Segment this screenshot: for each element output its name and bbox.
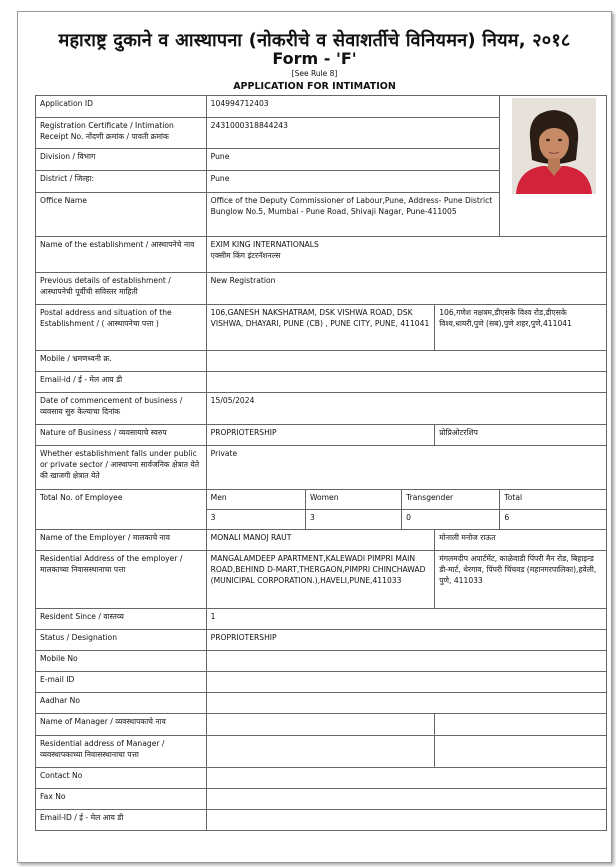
- row-sector: [36, 446, 607, 490]
- row-manager-name: [36, 714, 607, 736]
- row-mobile: [36, 351, 607, 372]
- establishment-name-value: [206, 237, 606, 273]
- postal-address-label: Postal address and situation of the Establishment / ( आस्थापनेचा पत्ता ): [36, 305, 207, 351]
- commencement-value: 15/05/2024: [206, 393, 606, 425]
- office-label: Office Name: [36, 193, 207, 237]
- status-value: PROPRIOTERSHIP: [206, 630, 606, 651]
- photo-cell: [500, 96, 607, 237]
- row-employer-address: [36, 551, 607, 609]
- form-title-marathi: महाराष्ट्र दुकाने व आस्थापना (नोकरीचे व सेवाशर्तीचे विनियमन) नियम, २०१८: [58, 30, 571, 51]
- employees-header-total: Total: [500, 490, 607, 510]
- commencement-label: Date of commencement of business / व्यवसाय सुरु केल्याचा दिनांक: [36, 393, 207, 425]
- row-status: [36, 630, 607, 651]
- resident-since-value: 1: [206, 609, 606, 630]
- manager-name-label: Name of Manager / व्यवस्थापकाचे नाव: [36, 714, 207, 736]
- row-establishment-name: [36, 237, 607, 273]
- application-id-value: 104994712403: [206, 96, 500, 118]
- district-value: Pune: [206, 171, 500, 193]
- row-postal-address: [36, 305, 607, 351]
- fax-no-value: [206, 789, 606, 810]
- postal-address-english: 106,GANESH NAKSHATRAM, DSK VISHWA ROAD, DSK VISHWA, DHAYARI, PUNE (CB) , PUNE CITY, PUNE, 411041: [206, 305, 435, 351]
- row-email-id: [36, 672, 607, 693]
- manager-name-english: [206, 714, 435, 736]
- form-title: Form - 'F': [272, 49, 357, 68]
- application-title: APPLICATION FOR INTIMATION: [233, 81, 396, 92]
- row-nature-of-business: [36, 425, 607, 446]
- row-aadhar: [36, 693, 607, 714]
- nature-of-business-marathi: प्रोप्रिओटरशिप: [435, 425, 607, 446]
- mobile-no-label: Mobile No: [36, 651, 207, 672]
- row-manager-address: [36, 736, 607, 768]
- row-resident-since: [36, 609, 607, 630]
- employer-name-marathi: मोनाली मनोज राऊत: [435, 530, 607, 551]
- district-label: District / जिल्हा:: [36, 171, 207, 193]
- manager-address-marathi: [435, 736, 607, 768]
- form-header: [18, 31, 611, 93]
- postal-address-marathi: 106,गणेश नक्षत्रम,डीएसके विश्व रोड,डीएसके विश्व,धायरी,पुणे (सब),पुणे शहर,पुणे,411041: [435, 305, 607, 351]
- row-employer-name: [36, 530, 607, 551]
- employer-name-label: Name of the Employer / मालकाचे नाव: [36, 530, 207, 551]
- nature-of-business-english: PROPRIOTERSHIP: [206, 425, 435, 446]
- employees-header-transgender: Transgender: [402, 490, 500, 510]
- manager-address-label: Residential address of Manager / व्यवस्थापकाच्या निवासस्थानाचा पत्ता: [36, 736, 207, 768]
- employer-address-label: Residential Address of the employer / मालकाच्या निवासस्थानाचा पत्ता: [36, 551, 207, 609]
- rule-reference: [See Rule 8]: [291, 69, 338, 78]
- establishment-name-label: Name of the establishment / आस्थापनेचे नाव: [36, 237, 207, 273]
- nature-of-business-label: Nature of Business / व्यवसायाचे स्वरुप: [36, 425, 207, 446]
- email-id-label: E-mail ID: [36, 672, 207, 693]
- email-value: [206, 372, 606, 393]
- establishment-name-english: EXIM KING INTERNATIONALS: [210, 240, 319, 249]
- row-commencement: [36, 393, 607, 425]
- division-label: Division / विभाग: [36, 149, 207, 171]
- application-table: [35, 95, 607, 831]
- previous-details-label: Previous details of establishment / आस्थापनेची पूर्वीची सविस्तर माहिती: [36, 273, 207, 305]
- sector-value: Private: [206, 446, 606, 490]
- application-id-label: Application ID: [36, 96, 207, 118]
- resident-since-label: Resident Since / वास्तव्य: [36, 609, 207, 630]
- row-application-id: [36, 96, 607, 118]
- aadhar-label: Aadhar No: [36, 693, 207, 714]
- row-contact-no: [36, 768, 607, 789]
- email-id-mr-label: Email-ID / ई - मेल आय डी: [36, 810, 207, 831]
- mobile-label: Mobile / भ्रमणध्वनी क्र.: [36, 351, 207, 372]
- employees-header-men: Men: [206, 490, 305, 510]
- employer-address-english: MANGALAMDEEP APARTMENT,KALEWADI PIMPRI MAIN ROAD,BEHIND D-MART,THERGAON,PIMPRI CHINCHAWAD (MUNICIPAL CORPORATION.),HAVELI,PUNE,411033: [206, 551, 435, 609]
- division-value: Pune: [206, 149, 500, 171]
- registration-value: 2431000318844243: [206, 118, 500, 149]
- row-mobile-no: [36, 651, 607, 672]
- fax-no-label: Fax No: [36, 789, 207, 810]
- employees-value-women: 3: [305, 510, 401, 530]
- employer-name-english: MONALI MANOJ RAUT: [206, 530, 435, 551]
- email-id-mr-value: [206, 810, 606, 831]
- manager-address-english: [206, 736, 435, 768]
- mobile-value: [206, 351, 606, 372]
- previous-details-value: New Registration: [206, 273, 606, 305]
- status-label: Status / Designation: [36, 630, 207, 651]
- row-previous-details: [36, 273, 607, 305]
- aadhar-value: [206, 693, 606, 714]
- employees-value-transgender: 0: [402, 510, 500, 530]
- employees-label: Total No. of Employee: [36, 490, 207, 530]
- email-id-value: [206, 672, 606, 693]
- manager-name-marathi: [435, 714, 607, 736]
- applicant-photo: [512, 98, 596, 194]
- contact-no-label: Contact No: [36, 768, 207, 789]
- sector-label: Whether establishment falls under public or private sector / आस्थापना सार्वजनिक क्षेत्रात येते की खाजगी क्षेत्रात येते: [36, 446, 207, 490]
- office-value: Office of the Deputy Commissioner of Labour,Pune, Address- Pune District Bunglow No.5, Mumbai - Pune Road, Shivaji Nagar, Pune-411005: [206, 193, 500, 237]
- employees-value-total: 6: [500, 510, 607, 530]
- row-employees-header: [36, 490, 607, 510]
- establishment-name-marathi: एक्सीम किंग इंटरनॅशनल्स: [210, 251, 281, 260]
- row-email-id-mr: [36, 810, 607, 831]
- row-email: [36, 372, 607, 393]
- mobile-no-value: [206, 651, 606, 672]
- registration-label: Registration Certificate / Intimation Receipt No. नोंदणी क्रमांक / पावती क्रमांक: [36, 118, 207, 149]
- contact-no-value: [206, 768, 606, 789]
- employees-header-women: Women: [305, 490, 401, 510]
- employees-value-men: 3: [206, 510, 305, 530]
- employer-address-marathi: मंगलमदीप अपार्टमेंट, काळेवाडी पिंपरी मैन रोड, बिहाइन्ड डी-मार्ट, थेरगाव, पिंपरी चिंचवड (महानगरपालिका),हवेली, पुणे, 411033: [435, 551, 607, 609]
- row-fax-no: [36, 789, 607, 810]
- email-label: Email-id / ई - मेल आय डी: [36, 372, 207, 393]
